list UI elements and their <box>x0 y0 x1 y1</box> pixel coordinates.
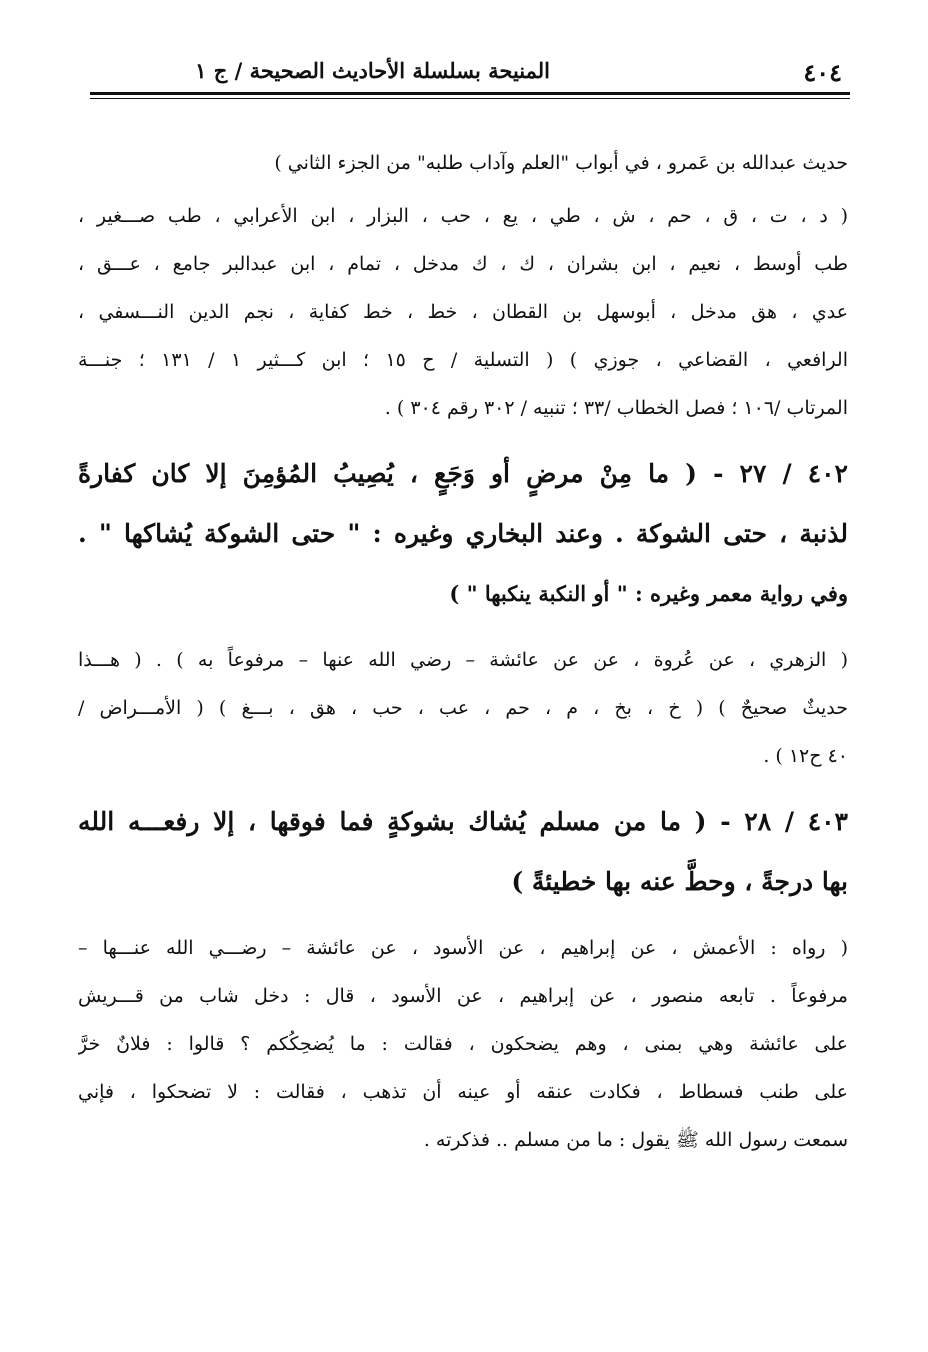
text-line: وفي رواية معمر وغيره : " أو النكبة ينكبها " ) <box>449 581 848 606</box>
text-line: على طنب فسطاط ، فكادت عنقه أو عينه أن تذهب ، فقالت : لا تضحكوا ، فإني <box>78 1081 848 1103</box>
running-title: المنيحة بسلسلة الأحاديث الصحيحة / ج ١ <box>195 58 550 83</box>
text-line: ٤٠ ح١٢ ) . <box>763 745 848 767</box>
text-line: الرافعي ، القضاعي ، جوزي ) ( التسلية / ح ١٥ ؛ ابن كـــثير ١ / ١٣١ ؛ جنـــة <box>78 349 848 371</box>
text-line: حديثٌ صحيحٌ ) ( خ ، بخ ، م ، حم ، عب ، حب ، هق ، بـــغ ) ( الأمـــراض / <box>78 697 848 719</box>
text-line: حديث عبدالله بن عَمرو ، في أبواب "العلم وآداب طلبه" من الجزء الثاني ) <box>274 152 848 174</box>
text-line: المرتاب /١٠٦ ؛ فصل الخطاب /٣٣ ؛ تنبيه / ٣٠٢ رقم ٣٠٤ ) . <box>384 397 848 419</box>
text-line: مرفوعاً . تابعه منصور ، عن إبراهيم ، عن الأسود ، قال : دخل شاب من قـــريش <box>78 985 848 1007</box>
text-line: ( الزهري ، عن عُروة ، عن عن عائشة – رضي الله عنها – مرفوعاً به ) . ( هـــذا <box>78 649 848 671</box>
text-line: ٤٠٢ / ٢٧ - ( ما مِنْ مرضٍ أو وَجَعٍ ، يُصِيبُ المُؤمِنَ إلا كان كفارةً <box>78 459 848 488</box>
text-line: ٤٠٣ / ٢٨ - ( ما من مسلم يُشاك بشوكةٍ فما فوقها ، إلا رفعـــه الله <box>78 807 848 836</box>
page-body <box>78 140 848 1170</box>
hadith-402 <box>78 444 848 624</box>
intro-paragraph <box>78 140 848 186</box>
header-rule <box>90 92 850 95</box>
text-line: عدي ، هق مدخل ، أبوسهل بن القطان ، خط ، خط كفاية ، نجم الدين النـــسفي ، <box>78 301 848 323</box>
text-line: لذنبة ، حتى الشوكة . وعند البخاري وغيره : " حتى الشوكة يُشاكها " . <box>78 519 848 548</box>
text-line: ( رواه : الأعمش ، عن إبراهيم ، عن الأسود ، عن عائشة – رضـــي الله عنـــها – <box>78 937 848 959</box>
text-line: ( د ، ت ، ق ، حم ، ش ، طي ، يع ، حب ، البزار ، ابن الأعرابي ، طب صـــغير ، <box>78 205 848 227</box>
sources-paragraph-401 <box>78 192 848 432</box>
text-line: بها درجةً ، وحطَّ عنه بها خطيئةً ) <box>511 867 848 896</box>
text-line: على عائشة وهي بمنى ، وهم يضحكون ، فقالت : ما يُضحِكُكم ؟ قالوا : فلانٌ خرَّ <box>78 1033 848 1055</box>
sources-paragraph-402 <box>78 636 848 780</box>
header-rule-thin <box>90 98 850 99</box>
text-line: طب أوسط ، نعيم ، ابن بشران ، ك ، ك مدخل ، تمام ، ابن عبدالبر جامع ، عـــق ، <box>78 253 848 275</box>
page-number: ٤٠٤ <box>803 58 842 87</box>
page-header <box>90 52 850 92</box>
text-line: سمعت رسول الله ﷺ يقول : ما من مسلم .. فذكرته . <box>423 1129 848 1151</box>
hadith-403 <box>78 792 848 912</box>
sources-paragraph-403 <box>78 924 848 1164</box>
